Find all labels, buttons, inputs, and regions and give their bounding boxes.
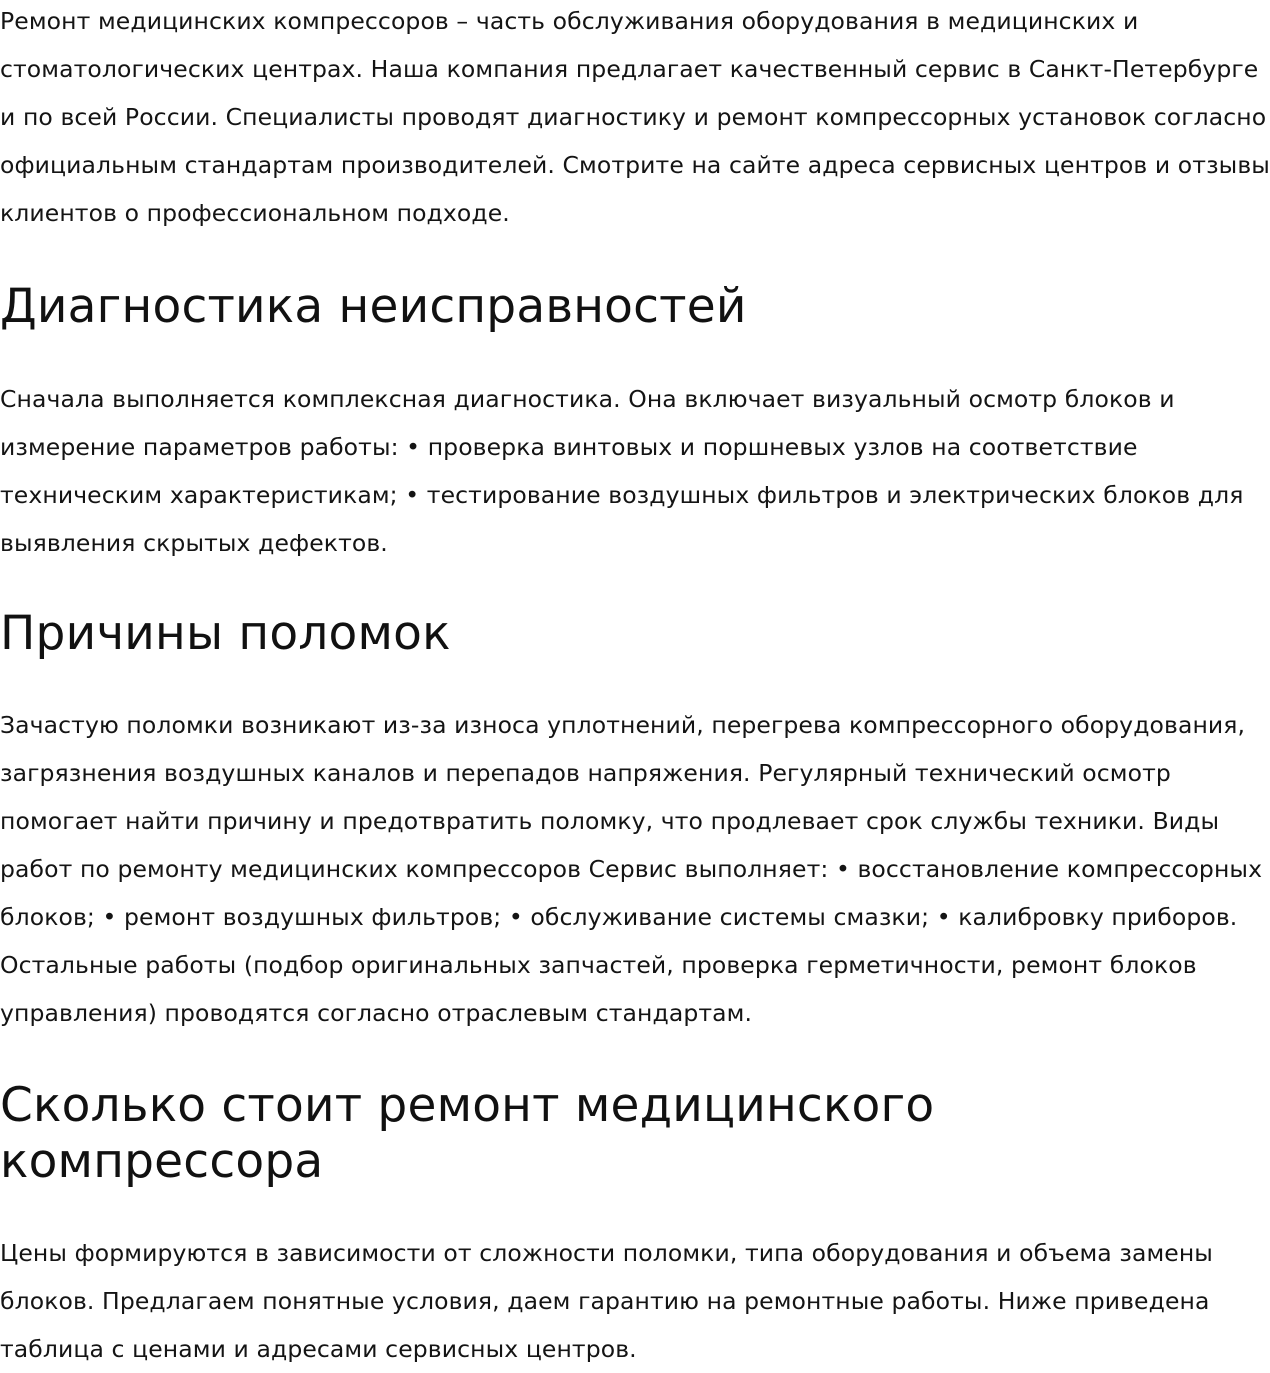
failure-causes-paragraph: Зачастую поломки возникают из-за износа уплотнений, перегрева компрессорного оборудования, загрязнения воздушных каналов и перепадов напряжения. Регулярный технический осмотр помогает найти причину и предотвратить поломку, что продлевает срок службы техники. Виды работ по ремонту медицинских компрессоров Сервис выполняет: • восстановление компрессорных блоков; • ремонт воздушных фильтров; • обслуживание системы смазки; • калибровку приборов. Остальные работы (подбор оригинальных запчастей, проверка герметичности, ремонт блоков управления) проводятся согласно отраслевым стандартам. bbox=[0, 711, 1263, 1027]
intro-paragraph: Ремонт медицинских компрессоров – часть обслуживания оборудования в медицинских и стоматологических центрах. Наша компания предлагает качественный сервис в Санкт-Петербурге и по всей России. Специалисты проводят диагностику и ремонт компрессорных установок согласно официальным стандартам производителей. Смотрите на сайте адреса сервисных центров и отзывы клиентов о профессиональном подходе. bbox=[0, 7, 1270, 227]
diagnostics-paragraph: Сначала выполняется комплексная диагностика. Она включает визуальный осмотр блоков и измерение параметров работы: • проверка винтовых и поршневых узлов на соответствие техническим характеристикам; • тестирование воздушных фильтров и электрических блоков для выявления скрытых дефектов. bbox=[0, 385, 1244, 557]
heading-diagnostics: Диагностика неисправностей bbox=[0, 279, 747, 334]
heading-repair-cost: Сколько стоит ремонт медицинского компрессора bbox=[0, 1078, 935, 1189]
repair-cost-paragraph: Цены формируются в зависимости от сложности поломки, типа оборудования и объема замены блоков. Предлагаем понятные условия, даем гарантию на ремонтные работы. Ниже приведена таблица с ценами и адресами сервисных центров. bbox=[0, 1239, 1213, 1363]
heading-failure-causes: Причины поломок bbox=[0, 606, 451, 661]
